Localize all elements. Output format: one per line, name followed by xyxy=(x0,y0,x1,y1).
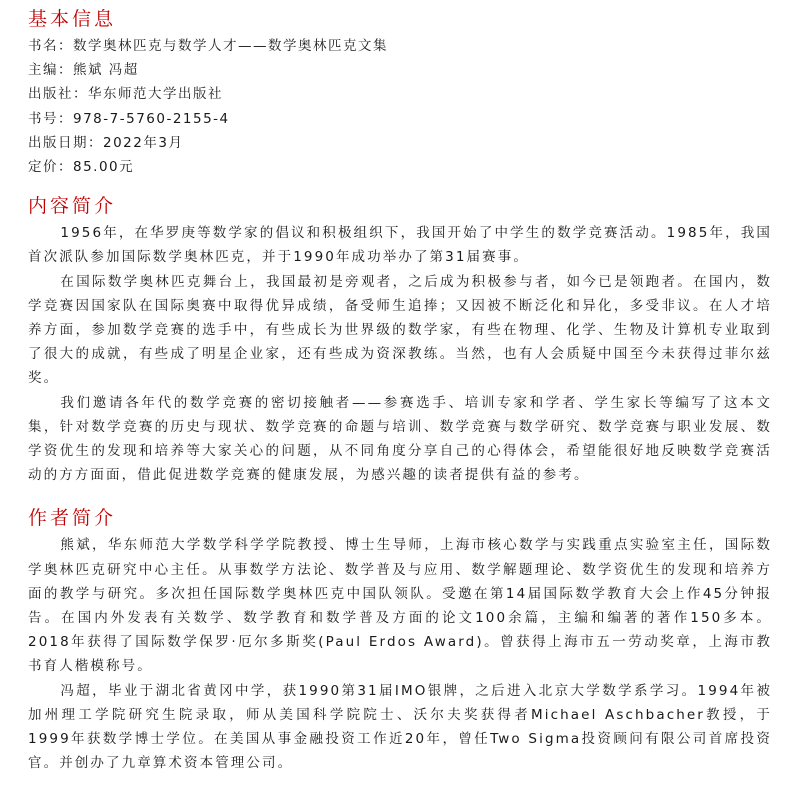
publish-date-line: 出版日期：2022年3月 xyxy=(28,134,184,151)
editors-line: 主编：熊斌 冯超 xyxy=(28,62,139,79)
book-title-line: 书名：数学奥林匹克与数学人才——数学奥林匹克文集 xyxy=(28,38,388,54)
author-paragraph: 熊斌，华东师范大学数学科学学院教授、博士生导师，上海市核心数学与实践重点实验室主任，国际数学奥林匹克研究中心主任。从事数学方法论、数学普及与应用、数学解题理论、数学资优生的发现和培养方面的教学与研究。多次担任国际数学奥林匹克中国队领队。受邀在第14届国际数学教育大会上作45分钟报告。在国内外发表有关数学、数学教育和数学普及方面的论文100余篇，主编和编著的著作150多本。2018年获得了国际数学保罗·厄尔多斯奖(Paul Erdos Award)。曾获得上海市五一劳动奖章，上海市教书育人楷模称号。 xyxy=(28,537,772,675)
section-spacer xyxy=(28,487,772,503)
content-paragraph: 我们邀请各年代的数学竞赛的密切接触者——参赛选手、培训专家和学者、学生家长等编写了这本文集，针对数学竞赛的历史与现状、数学竞赛的命题与培训、数学竞赛与数学研究、数学竞赛与职业发展、数学资优生的发现和培养等大家关心的问题，从不同角度分享自己的心得体会，希望能很好地反映数学竞赛活动的方方面面，借此促进数学竞赛的健康发展，为感兴趣的读者提供有益的参考。 xyxy=(28,394,772,484)
author-intro-section xyxy=(28,503,772,775)
content-paragraph: 在国际数学奥林匹克舞台上，我国最初是旁观者，之后成为积极参与者，如今已是领跑者。在国内，数学竞赛因国家队在国际奥赛中取得优异成绩，备受师生追捧；又因被不断泛化和异化，多受非议。在人才培养方面，参加数学竞赛的选手中，有些成长为世界级的数学家，有些在物理、化学、生物及计算机专业取到了很大的成就，有些成了明星企业家，还有些成为资深教练。当然，也有人会质疑中国至今未获得过菲尔兹奖。 xyxy=(28,273,772,387)
isbn-line: 书号：978-7-5760-2155-4 xyxy=(28,110,230,127)
basic-info-section xyxy=(28,4,772,179)
content-intro-heading: 内容简介 xyxy=(28,195,117,218)
content-paragraph: 1956年，在华罗庚等数学家的倡议和积极组织下，我国开始了中学生的数学竞赛活动。1985年，我国首次派队参加国际数学奥林匹克，并于1990年成功举办了第31届赛事。 xyxy=(28,225,772,266)
author-paragraph: 冯超，毕业于湖北省黄冈中学，获1990第31届IMO银牌，之后进入北京大学数学系学习。1994年被加州理工学院研究生院录取，师从美国科学院院士、沃尔夫奖获得者Michael Aschbacher教授，于1999年获数学博士学位。在美国从事金融投资工作近20年，曾任Two Sigma投资顾问有限公司首席投资官。并创办了九章算术资本管理公司。 xyxy=(28,682,772,772)
basic-info-heading: 基本信息 xyxy=(28,8,117,30)
section-spacer xyxy=(28,179,772,191)
author-intro-heading: 作者简介 xyxy=(28,507,117,530)
content-intro-section xyxy=(28,191,772,487)
price-line: 定价：85.00元 xyxy=(28,159,135,176)
publisher-line: 出版社：华东师范大学出版社 xyxy=(28,86,223,103)
